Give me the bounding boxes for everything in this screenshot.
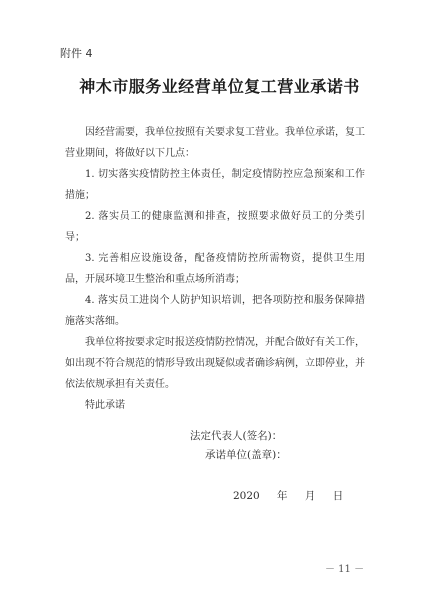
- paragraph-item-3: 3. 完善相应设施设备，配备疫情防控所需物资，提供卫生用品，开展环境卫生整治和重点场所消毒；: [65, 253, 365, 285]
- paragraph-item-1: 1. 切实落实疫情防控主体责任，制定疫情防控应急预案和工作措施；: [65, 169, 365, 201]
- unit-seal-line: 承诺单位(盖章)：: [205, 449, 287, 461]
- document-body: [65, 122, 365, 416]
- date-line: 2020 年 月 日: [233, 490, 344, 502]
- paragraph-closing: 特此承诺: [85, 400, 125, 411]
- paragraph-item-4: 4. 落实员工进岗个人防护知识培训，把各项防控和服务保障措施落实落细。: [65, 295, 365, 327]
- attachment-label: 附件 4: [60, 47, 93, 60]
- legal-representative-signature-line: 法定代表人(签名)：: [190, 430, 283, 442]
- paragraph-intro: 因经营需要，我单位按照有关要求复工营业。我单位承诺，复工营业期间，将做好以下几点：: [65, 127, 365, 159]
- page-number: － 11 －: [325, 564, 365, 575]
- paragraph-item-2: 2. 落实员工的健康监测和排查，按照要求做好员工的分类引导；: [65, 211, 365, 243]
- paragraph-commitment: 我单位将按要求定时报送疫情防控情况，并配合做好有关工作，如出现不符合规范的情形导致出现疑似或者确诊病例，立即停业，并依法依规承担有关责任。: [65, 337, 365, 390]
- document-title: 神木市服务业经营单位复工营业承诺书: [79, 77, 360, 96]
